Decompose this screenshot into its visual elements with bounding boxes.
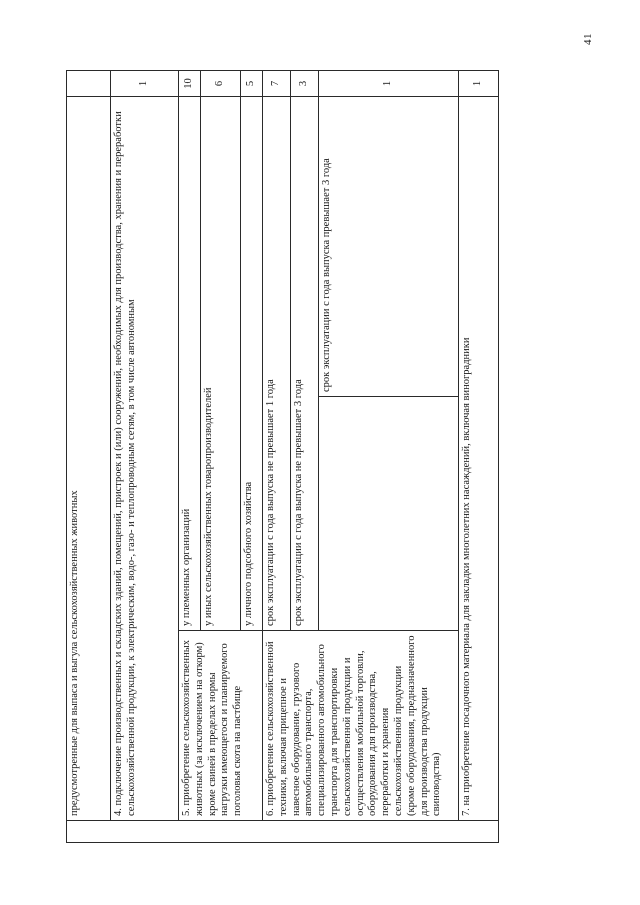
score-cell: 1 <box>319 71 459 97</box>
criterion-text: 7. на приобретение посадочного материала для закладки многолетних насаждений, включая виноградники <box>459 97 499 821</box>
score-cell: 10 <box>179 71 201 97</box>
table-row <box>179 71 201 843</box>
score-cell: 1 <box>111 71 179 97</box>
condition-text: у иных сельскохозяйственных товаропроизводителей <box>201 97 241 631</box>
criterion-text: предусмотренные для выпаса и выгула сельскохозяйственных животных <box>67 97 111 821</box>
condition-text: у личного подсобного хозяйства <box>241 97 263 631</box>
left-margin-column <box>67 821 499 843</box>
criterion-text: 5. приобретение сельскохозяйственных животных (за исключением на откорм) кроме свиней в пределах нормы нагрузки имеющегося и планируемого поголовья скота на пастбище <box>179 631 263 821</box>
score-cell: 7 <box>263 71 291 97</box>
criterion-text: 6. приобретение сельскохозяйственной техники, включая прицепное и навесное оборудование, грузового автомобильного транспорта, специализированного автомобильного транспорта для транспортировки сельскохозяйственной продукции и осуществления мобильной торговли, оборудования для производства, переработки и хранения сельскохозяйственной продукции (кроме оборудования, предназначенного для производства продукции свиноводства) <box>263 631 459 821</box>
table-row <box>111 71 179 843</box>
score-cell <box>67 71 111 97</box>
condition-text: срок эксплуатации с года выпуска не превышает 3 года <box>291 97 319 631</box>
table-row <box>67 71 111 843</box>
empty-cell <box>319 397 459 631</box>
criterion-text: 4. подключение производственных и складских зданий, помещений, пристроек и (или) сооружений, необходимых для производства, хранения и переработки сельскохозяйственной продукции, к электрическим, водо-, газо- и теплопроводным сетям, в том числе автономным <box>111 97 179 821</box>
page-number: 41 <box>582 33 594 45</box>
score-cell: 5 <box>241 71 263 97</box>
criteria-table <box>66 70 499 843</box>
table-row <box>459 71 499 843</box>
condition-text: срок эксплуатации с года выпуска не превышает 1 года <box>263 97 291 631</box>
score-cell: 3 <box>291 71 319 97</box>
score-cell: 1 <box>459 71 499 97</box>
score-cell: 6 <box>201 71 241 97</box>
condition-text: у племенных организаций <box>179 97 201 631</box>
table-row <box>263 71 291 843</box>
condition-text: срок эксплуатации с года выпуска превышает 3 года <box>319 97 459 397</box>
